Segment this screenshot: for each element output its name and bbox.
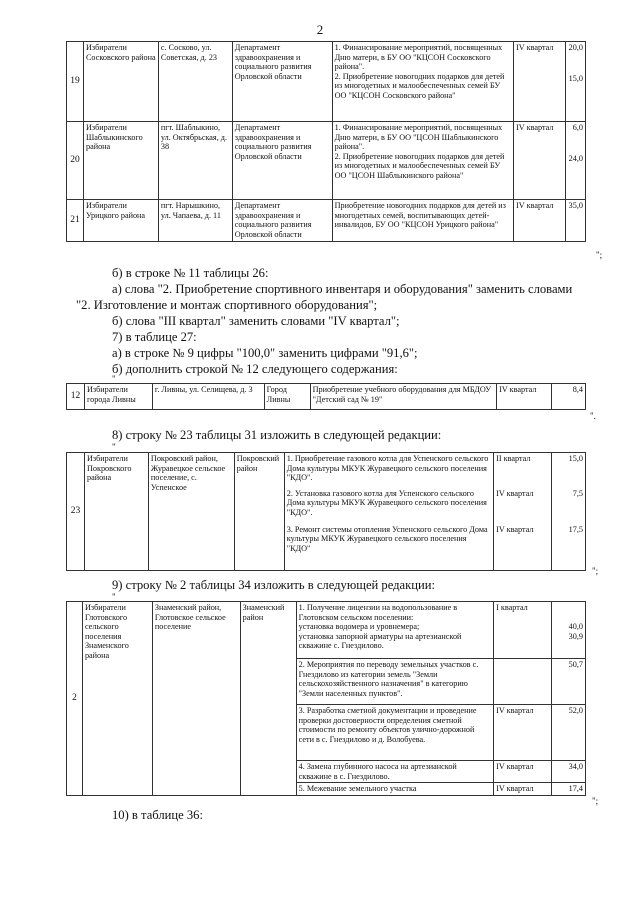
items-cell [332, 42, 513, 122]
paragraph-line: 10) в таблице 36: [112, 808, 203, 822]
table-row [67, 453, 586, 488]
row-number: 12 [67, 384, 85, 410]
amount-cell: 8,4 [552, 384, 586, 410]
paragraph-line: б) дополнить строкой № 12 следующего содержания: [112, 362, 398, 376]
amount-cell [565, 122, 585, 200]
table-row [67, 602, 586, 659]
table-2 [66, 383, 586, 410]
amount-cell [565, 42, 585, 122]
amount-value: 20,0 [568, 43, 583, 52]
amount-cell: 34,0 [552, 761, 586, 783]
item-text: 2. Установка газового котла для Успенского сельского Дома культуры МКУК Журавецкого сельского поселения "КДО". [284, 488, 493, 524]
row-number: 2 [67, 602, 83, 796]
voters-cell: Избиратели Покровского района [84, 453, 148, 571]
closing-quote: "; [596, 250, 603, 260]
paragraph-line: б) в строке № 11 таблицы 26: [112, 266, 269, 280]
items-cell [332, 122, 513, 200]
opening-quote: " [112, 592, 116, 602]
item-text: 5. Межевание земельного участка [296, 783, 494, 796]
closing-quote: "; [592, 566, 599, 576]
amount-value: 40,0 [568, 622, 583, 631]
quarter-cell: IV квартал [494, 524, 552, 571]
quarter-cell [494, 659, 552, 705]
item-text: 4. Замена глубинного насоса на артезианской скважине в с. Гнездилово. [296, 761, 494, 783]
department-cell: Покровский район [234, 453, 284, 571]
department-cell: Департамент здравоохранения и социального развития Орловской области [232, 122, 332, 200]
address-cell: г. Ливны, ул. Селищева, д. 3 [152, 384, 264, 410]
amount-cell: 50,7 [552, 659, 586, 705]
amount-value: 24,0 [568, 153, 583, 163]
department-cell: Город Ливны [264, 384, 310, 410]
voters-cell: Избиратели Шаблыкинского района [83, 122, 158, 200]
address-cell: пгт. Шаблыкино, ул. Октябрьская, д. 38 [158, 122, 232, 200]
address-cell: Знаменский район, Глотовское сельское поселение [152, 602, 240, 796]
quarter-cell: II квартал [494, 453, 552, 488]
closing-quote: "; [592, 796, 599, 806]
item-text: 2. Приобретение новогодних подарков для детей из многодетных и малообеспеченных семей БУ ОО "КЦСОН Сосковского района" [334, 71, 505, 100]
table-row [67, 122, 586, 200]
quarter-cell: IV квартал [514, 122, 566, 200]
department-cell: Знаменский район [240, 602, 296, 796]
item-text: 1. Приобретение газового котла для Успенского сельского Дома культуры МКУК Журавецкого сельского поселения "КДО". [284, 453, 493, 488]
row-number: 20 [67, 122, 84, 200]
closing-quote: ". [590, 411, 596, 421]
item-text: 1. Финансирование мероприятий, посвященных Дню матери, в БУ ОО "ЦСОН Шаблыкинского района". [334, 123, 503, 152]
paragraph-line: а) слова "2. Приобретение спортивного инвентаря и оборудования" заменить словами [112, 282, 573, 296]
voters-cell: Избиратели города Ливны [84, 384, 152, 410]
quarter-cell: IV квартал [514, 42, 566, 122]
row-number: 19 [67, 42, 84, 122]
paragraph-line: а) в строке № 9 цифры "100,0" заменить цифрами "91,6"; [112, 346, 418, 360]
item-text: 2. Мероприятия по переводу земельных участков с. Гнездилово из категории земель "Земли сельскохозяйственного назначения" в категорию "Земли населенных пунктов". [296, 659, 494, 705]
page-number: 2 [316, 22, 324, 37]
opening-quote: " [112, 442, 116, 452]
table-row [67, 384, 586, 410]
items-cell: Приобретение учебного оборудования для МБДОУ "Детский сад № 19" [310, 384, 497, 410]
item-text: установка водомера и уровнемера; [298, 622, 420, 632]
quarter-cell: IV квартал [494, 488, 552, 524]
paragraph-line: "2. Изготовление и монтаж спортивного оборудования"; [76, 298, 378, 312]
row-number: 23 [67, 453, 85, 571]
table-3 [66, 452, 586, 571]
voters-cell: Избиратели Глотовского сельского поселения Знаменского района [82, 602, 152, 796]
paragraph-line: 8) строку № 23 таблицы 31 изложить в следующей редакции: [112, 428, 442, 442]
amount-cell: 52,0 [552, 705, 586, 761]
paragraph-line: 7) в таблице 27: [112, 330, 197, 344]
item-text: установка запорной арматуры на артезианской скважине с. Гнездилово. [298, 631, 462, 651]
voters-cell: Избиратели Сосковского района [83, 42, 158, 122]
address-cell: Покровский район, Журавецкое сельское поселение, с. Успенское [148, 453, 234, 571]
items-cell: Приобретение новогодних подарков для детей из многодетных семей, воспитывающих детей-инвалидов, БУ ОО "КЦСОН Урицкого района" [332, 200, 513, 242]
quarter-cell: IV квартал [494, 761, 552, 783]
quarter-cell: I квартал [494, 602, 552, 659]
table-4 [66, 601, 586, 796]
amount-cell: 7,5 [552, 488, 586, 524]
voters-cell: Избиратели Урицкого района [83, 200, 158, 242]
amount-value: 6,0 [572, 123, 583, 132]
amount-value: 30,9 [568, 631, 583, 641]
table-row [67, 42, 586, 122]
row-number: 21 [67, 200, 84, 242]
item-text: 3. Ремонт системы отопления Успенского сельского Дома культуры МКУК Журавецкого сельского поселения "КДО" [284, 524, 493, 571]
amount-cell: 17,4 [552, 783, 586, 796]
paragraph-line: 9) строку № 2 таблицы 34 изложить в следующей редакции: [112, 578, 435, 592]
quarter-cell: IV квартал [497, 384, 552, 410]
amount-cell: 17,5 [552, 524, 586, 571]
item-text: 1. Финансирование мероприятий, посвященных Дню матери, в БУ ОО "КЦСОН Сосковского района". [334, 43, 503, 72]
opening-quote: " [112, 374, 116, 384]
quarter-cell: IV квартал [494, 705, 552, 761]
amount-cell [552, 602, 586, 659]
paragraph-line: б) слова "III квартал" заменить словами "IV квартал"; [112, 314, 400, 328]
table-1 [66, 41, 586, 242]
address-cell: пгт. Нарышкино, ул. Чапаева, д. 11 [158, 200, 232, 242]
quarter-cell: IV квартал [494, 783, 552, 796]
items-cell [296, 602, 494, 659]
amount-value: 15,0 [568, 73, 583, 83]
amount-cell: 15,0 [552, 453, 586, 488]
address-cell: с. Сосково, ул. Советская, д. 23 [158, 42, 232, 122]
item-text: 1. Получение лицензии на водопользование в Глотовском сельском поселении: [298, 603, 458, 622]
quarter-cell: IV квартал [514, 200, 566, 242]
item-text: 3. Разработка сметной документации и проведение проверки достоверности определения сметной стоимости по ремонту объектов улично-дорожной сети в с. Гнездилово и д. Волобуева. [296, 705, 494, 761]
department-cell: Департамент здравоохранения и социального развития Орловской области [232, 200, 332, 242]
item-text: 2. Приобретение новогодних подарков для детей из многодетных и малообеспеченных семей БУ ОО "ЦСОН Шаблыкинского района" [334, 151, 505, 180]
amount-cell: 35,0 [565, 200, 585, 242]
department-cell: Департамент здравоохранения и социального развития Орловской области [232, 42, 332, 122]
table-row [67, 200, 586, 242]
